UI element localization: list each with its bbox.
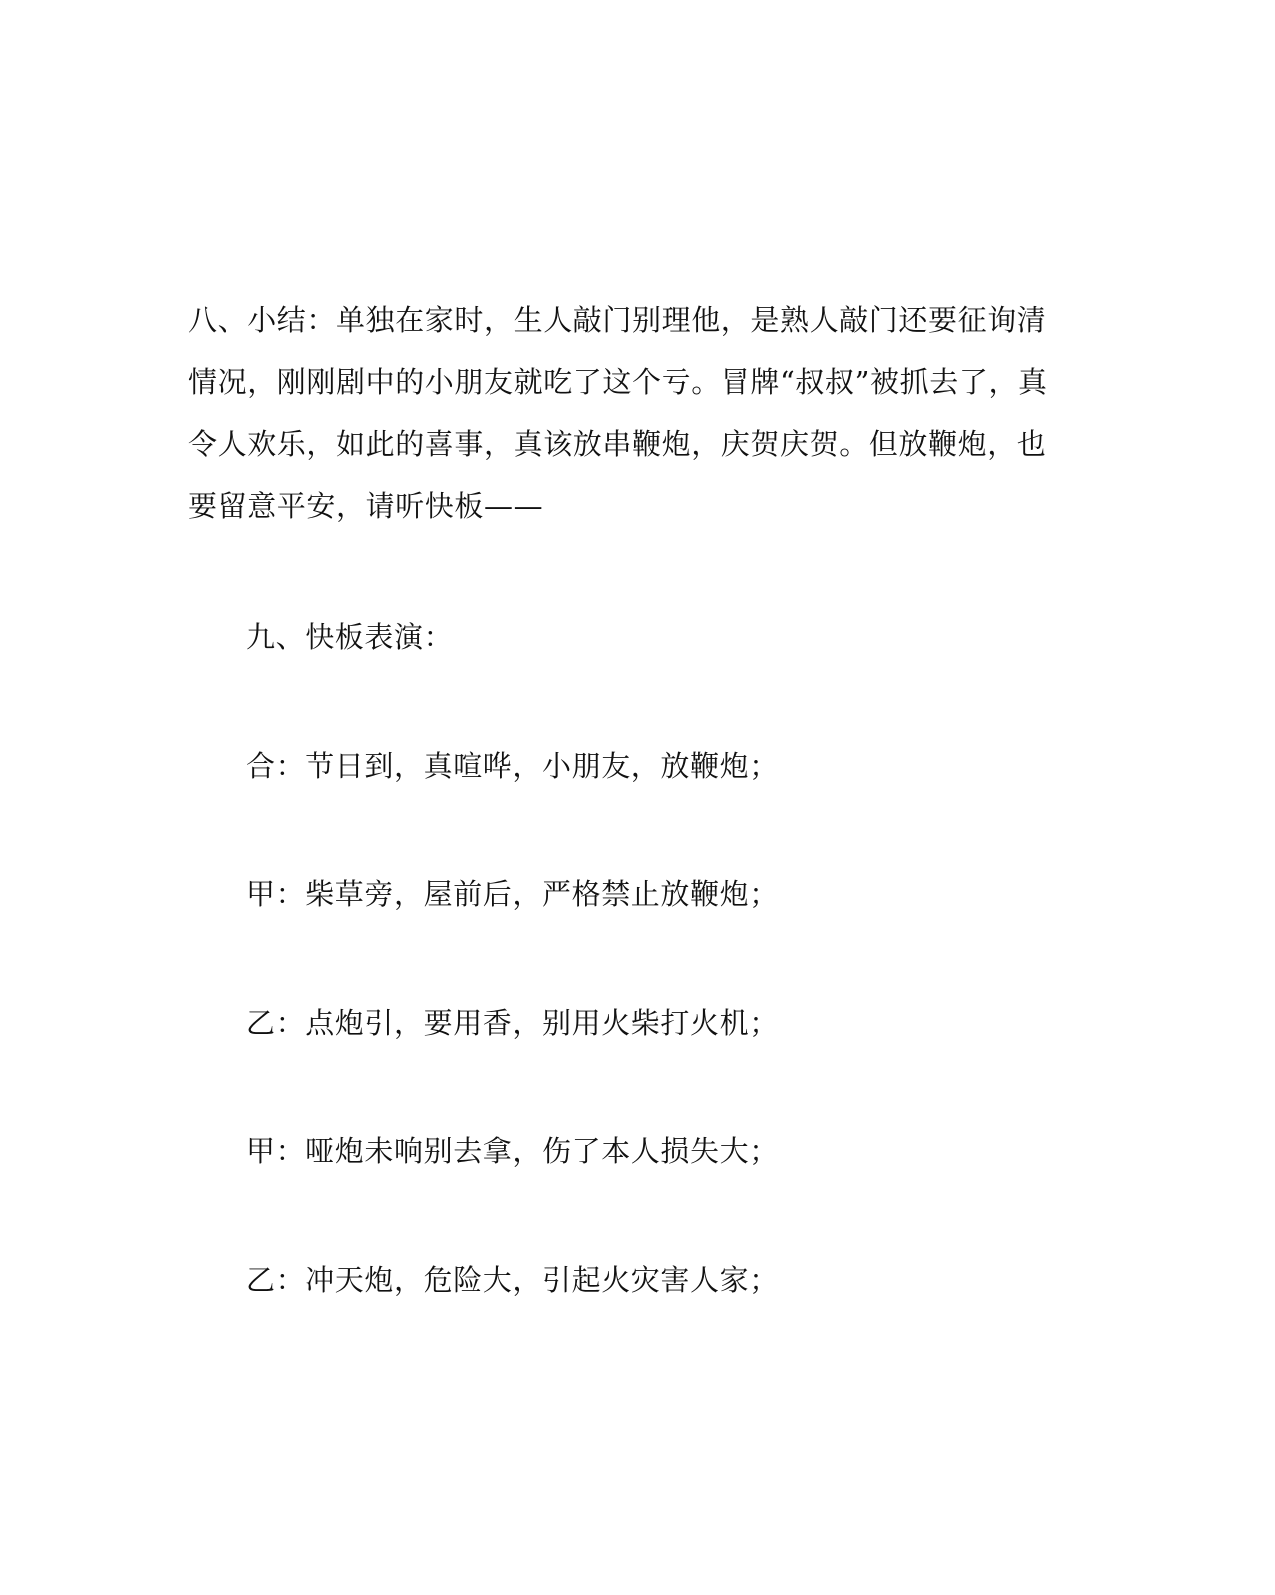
performance-line-jia-2: 甲：哑炮未响别去拿，伤了本人损失大； bbox=[246, 1134, 779, 1168]
performance-line-yi-2: 乙：冲天炮，危险大，引起火灾害人家； bbox=[246, 1263, 779, 1297]
performance-line-yi-1: 乙：点炮引，要用香，别用火柴打火机； bbox=[246, 1006, 779, 1040]
performance-line-jia-1: 甲：柴草旁，屋前后，严格禁止放鞭炮； bbox=[246, 877, 779, 911]
summary-paragraph: 八、小结：单独在家时，生人敲门别理他，是熟人敲门还要征询清情况，刚刚剧中的小朋友就吃了这个亏。冒牌“叔叔”被抓去了，真令人欢乐，如此的喜事，真该放串鞭炮，庆贺庆贺。但放鞭炮，也要留意平安，请听快板—— bbox=[188, 303, 1048, 523]
performance-heading: 九、快板表演： bbox=[246, 620, 454, 654]
performance-line-chorus: 合：节日到，真喧哗，小朋友，放鞭炮； bbox=[246, 749, 779, 783]
